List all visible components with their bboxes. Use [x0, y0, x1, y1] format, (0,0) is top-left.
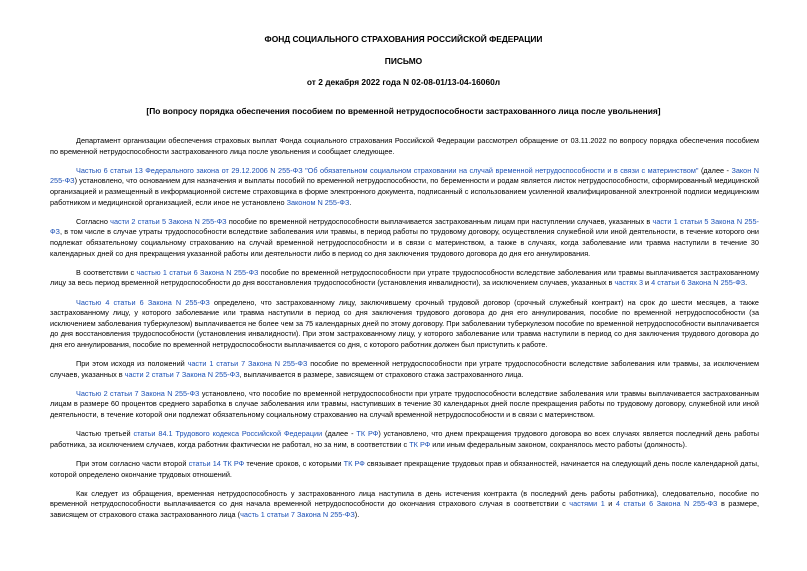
text: , выплачивается в размере, зависящем от страхового стажа застрахованного лица. — [239, 369, 524, 379]
doc-type: ПИСЬМО — [384, 56, 423, 66]
law-link[interactable]: Частью 4 статьи 6 Закона N 255-ФЗ — [76, 297, 210, 307]
text: пособие по временной нетрудоспособности выплачивается застрахованным лицам при наступлении случаев, указанных в — [226, 216, 653, 226]
paragraph-1 — [50, 136, 759, 157]
law-link[interactable]: ТК РФ — [409, 439, 431, 449]
law-link[interactable]: 4 статьи 6 Закона N 255-ФЗ — [651, 278, 746, 288]
law-link[interactable]: Законом N 255-ФЗ — [286, 197, 350, 207]
text: (далее - — [322, 429, 357, 439]
paragraph-5 — [50, 298, 759, 351]
law-link[interactable]: Частью 2 статьи 7 Закона N 255-ФЗ — [76, 388, 200, 398]
law-link[interactable]: части 2 статьи 5 Закона N 255-ФЗ — [110, 216, 227, 226]
text: При этом исходя из положений — [76, 359, 188, 369]
text: , в том числе в случае утраты трудоспособности вследствие заболевания или травмы, в период работы по трудовому договору, осуществления служебной или иной деятельности, в течение которого они подлежат обязательному социальному страхованию на случай временной нетрудоспособности и в связи с материнством, а также в случаях, когда заболевание или травма наступили в течение 30 календарных дней со дня прекращения указанной работы или деятельности либо в период со дня заключения трудового договора до дня его аннулирования. — [50, 227, 759, 258]
text: пособие по временной нетрудоспособности при утрате трудоспособности вследствие заболевания или травмы, за исключением случаев, указанных в — [50, 359, 759, 379]
paragraph-6 — [50, 359, 759, 380]
text: Департамент организации обеспечения страховых выплат Фонда социального страхования Российской Федерации рассмотрел обращение от 03.11.2022 по вопросу порядка обеспечения пособием по временной нетрудоспособности застрахованного лица после увольнения и сообщает следующее. — [50, 136, 759, 156]
doc-date-number: от 2 декабря 2022 года N 02-08-01/13-04-16060л — [306, 77, 501, 87]
paragraph-8 — [50, 429, 759, 450]
law-link[interactable]: частями 1 — [569, 499, 605, 509]
text: установлено, что пособие по временной нетрудоспособности при утрате трудоспособности вследствие заболевания или травмы выплачивается застрахованным лицам в размере 60 процентов среднего заработка в случае заболевания или травмы, наступивших в течение 30 календарных дней после прекращения работы по трудовому договору, служебной или иной деятельности, в течение которой они подлежат обязательному социальному страхованию на случай временной нетрудоспособности и в связи с материнством. — [50, 388, 759, 420]
law-link[interactable]: частью 1 статьи 6 Закона N 255-ФЗ — [136, 267, 259, 277]
text: или иным федеральным законом, сохранялось место работы (должность). — [430, 439, 688, 449]
law-link[interactable]: ТК РФ — [343, 459, 365, 468]
text: Согласно — [76, 216, 111, 226]
paragraph-3 — [50, 217, 759, 259]
paragraph-10 — [50, 489, 759, 521]
law-link[interactable]: статьи 14 ТК РФ — [188, 459, 245, 468]
document-body — [50, 136, 759, 529]
paragraph-2 — [50, 166, 759, 208]
law-link[interactable]: часть 1 статьи 7 Закона N 255-ФЗ — [240, 509, 355, 519]
org-name: ФОНД СОЦИАЛЬНОГО СТРАХОВАНИЯ РОССИЙСКОЙ ФЕДЕРАЦИИ — [264, 34, 543, 44]
law-link[interactable]: части 1 статьи 5 Закона N 255-ФЗ — [50, 216, 759, 237]
text: ) установлено, что днем прекращения трудового договора во всех случаях является последний день работы работника, за исключением случаев, когда работник фактически не работал, но за ним, в соответствии с — [50, 429, 759, 449]
paragraph-7 — [50, 389, 759, 421]
text: и — [643, 278, 652, 288]
text: течение сроков, с которыми — [244, 459, 344, 468]
text: и — [604, 499, 616, 509]
doc-subject: [По вопросу порядка обеспечения пособием по временной нетрудоспособности застрахованного лица после увольнения] — [146, 106, 661, 116]
text: . — [745, 278, 748, 288]
law-link[interactable]: статьи 84.1 Трудового кодекса Российской Федерации — [133, 429, 323, 439]
text: определено, что застрахованному лицу, заключившему срочный трудовой договор (срочный служебный контракт) на срок до шести месяцев, а также застрахованному лицу, у которого заболевание или травма наступили в период со дня заключения трудового договора до дня его аннулирования, пособие по временной нетрудоспособности (за исключением заболевания туберкулезом) выплачивается не более чем за 75 календарных дней по этому договору. При заболевании туберкулезом пособие по временной нетрудоспособности выплачивается до дня восстановления трудоспособности (установления инвалидности). При этом застрахованному лицу, у которого заболевание или травма наступили в период со дня заключения трудового договора до дня его аннулирования, пособие по временной нетрудоспособности выплачивается со дня, с которого работник должен был приступить к работе. — [50, 297, 759, 349]
law-link[interactable]: ТК РФ — [356, 429, 379, 439]
law-link[interactable]: части 2 статьи 7 Закона N 255-ФЗ — [124, 369, 240, 379]
law-link[interactable]: частях 3 — [614, 278, 644, 288]
text: (далее - — [698, 165, 732, 175]
paragraph-4 — [50, 268, 759, 289]
text: При этом согласно части второй — [76, 459, 189, 468]
text: в размере, зависящем от страхового стажа застрахованного лица ( — [50, 499, 760, 519]
law-link[interactable]: Закон N 255-ФЗ — [50, 165, 760, 186]
law-link[interactable]: Частью 6 статьи 13 Федерального закона от 29.12.2006 N 255-ФЗ "Об обязательном социальном страховании на случай временной нетрудоспособности и в связи с материнством" — [76, 165, 699, 175]
text: Частью третьей — [76, 429, 134, 439]
law-link[interactable]: 4 статьи 6 Закона N 255-ФЗ — [615, 499, 718, 509]
text: пособие по временной нетрудоспособности при утрате трудоспособности вследствие заболевания или травмы выплачивается застрахованному лицу за весь период временной нетрудоспособности до дня восстановления трудоспособности (установления инвалидности), за исключением случаев, указанных в — [50, 267, 759, 288]
text: . — [349, 197, 352, 207]
paragraph-9 — [50, 459, 759, 480]
law-link[interactable]: части 1 статьи 7 Закона N 255-ФЗ — [187, 359, 308, 369]
text: ) установлено, что основанием для назначения и выплаты пособий по временной нетрудоспособности, по беременности и родам является листок нетрудоспособности, сформированный медицинской организацией и размещенный в информационной системе страховщика в форме электронного документа, подписанный с использованием усиленной квалифицированной электронной подписи медицинским работником и медицинской организацией, если иное не установлено — [50, 176, 759, 207]
text: ). — [354, 509, 360, 519]
text: Как следует из обращения, временная нетрудоспособность у застрахованного лица наступила в день истечения контракта (в последний день работы работника), следовательно, пособие по временной нетрудоспособности выплачивается со дня начала временной нетрудоспособности до окончания страхового случая в соответствии с — [50, 488, 759, 509]
text: связывает прекращение трудовых прав и обязанностей, начинается на следующий день после календарной даты, которой определено окончание трудовых отношений. — [50, 459, 760, 479]
text: В соответствии с — [76, 267, 137, 277]
